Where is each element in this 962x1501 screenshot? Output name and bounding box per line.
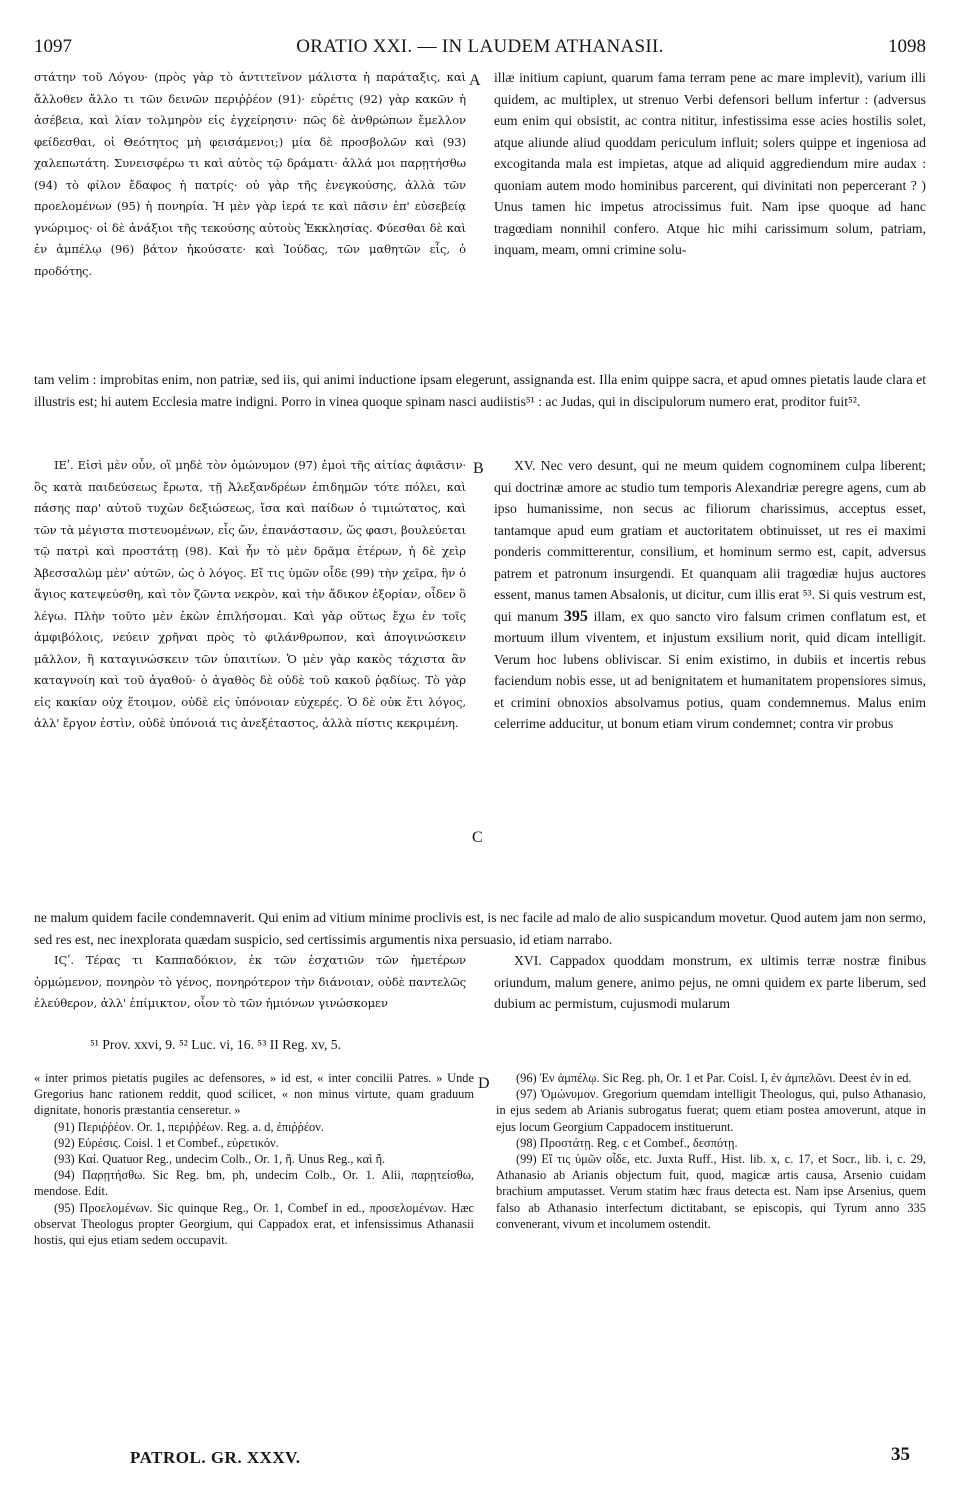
note-95: (95) Προελομένων. Sic quinque Reg., Or. 1, Combef in ed., προσελομένων. Hæc observat Theologus propter Georgium, qui Cappadox erat, et infensissimus Athanasii hostis, qui ejus etiam sedem occupavit.	[34, 1200, 474, 1248]
greek-text-block-1: στάτην τοῦ Λόγου· (πρὸς γὰρ τὸ ἀντιτεῖνον μάλιστα ἡ παράταξις, καὶ ἄλλοθεν ἄλλο τι τῶν δεινῶν περιῤῥέον (91)· εὑρέτις (92) γὰρ κακῶν ἡ ἀσέβεια, καὶ λίαν τολμηρὸν εἰς ἐγχείρησιν· πῶς δὲ ἀνθρώπων ἔμελλον φείδεσθαι, οἱ Θεότητος μὴ φεισάμενοι;) μία δὲ προσβολῶν καὶ (93) χαλεπωτάτη. Συνεισφέρω τι καὶ αὐτὸς τῷ δράματι· ἀλλά μοι παρῃτήσθω (94) τὸ φίλον ἔδαφος ἡ πατρίς· οὐ γὰρ τῆς ἐνεγκούσης, ἀλλὰ τῶν προελομένων (95) ἡ πονηρία. Ἡ μὲν γὰρ ἱερά τε καὶ πᾶσιν ἐπ' εὐσεβείᾳ γνώριμος· οἱ δὲ ἀνάξιοι τῆς τεκούσης αὐτοὺς Ἐκκλησίας. Φύεσθαι δὲ καὶ ἐν ἀμπέλῳ (96) βάτον ἠκούσατε· καὶ Ἰούδας, τῶν μαθητῶν εἷς, ὁ προδότης.	[34, 70, 466, 278]
note-93: (93) Καί. Quatuor Reg., undecim Colb., Or. 1, ἤ. Unus Reg., καὶ ἤ.	[54, 1152, 386, 1167]
scripture-references: ⁵¹ Prov. xxvi, 9. ⁵² Luc. vi, 16. ⁵³ II Reg. xv, 5.	[90, 1037, 342, 1052]
column-marker-c: C	[472, 829, 483, 846]
latin-full-width-2: ne malum quidem facile condemnaverit. Qui enim ad vitium minime proclivis est, is nec facile ad malo de alio suspicandum movetur. Quod autem jam non sermo, sed res est, nec inexplorata quædam suspicio, sed certissimis argumentis nixa persuasio, id etiam narrabo.	[34, 910, 926, 947]
latin-text-block-1: illæ initium capiunt, quarum fama terram pene ac mare implevit), varium illi quidem, ac multiplex, ut strenuo Verbi defensori bellum infertur : (adversus eum enim qui obsistit, ac contra nititur, infestissima esse acies hostilis solet, atque aliunde aliud quoddam periculum influit; solers quippe et ingeniosa ad excogitanda mala est impietas, atque ad aliquid aggrediendum mire audax : quoniam autem modo hominibus parcerent, qui divinitati non pepercerant ? ) Unus tamen hic impetus atrocissimus fuit. Nam ipse quoque ad hanc tragœdiam nonnihil confero. Atque hic mihi carissimum solum, patriam, inquam, meam, omni crimine solu-	[494, 70, 926, 257]
note-92: (92) Εὑρέσις. Coisl. 1 et Combef., εὑρετικόν.	[54, 1135, 279, 1150]
note-intro: « inter primos pietatis pugiles ac defensores, » id est, « inter concilii Patres. » Unde Gregorius hanc rationem reddit, quod scilicet, « non minus virtute, quam graduum dignitate, honoris præstantia censeretur. »	[34, 1071, 474, 1118]
column-number-left: 1097	[34, 36, 72, 57]
note-97: (97) Ὁμώνυμον. Gregorium quemdam intelligit Theologus, qui, pulso Athanasio, in ejus sedem ab Arianis subrogatus fuerat; quem etiam postea amoverunt, atque in ejus locum Georgium Cappadocem instituerunt.	[496, 1087, 926, 1134]
latin-text-2b: illam, ex quo sancto viro falsum crimen conflatum est, et mortuum illum viventem, et injustum exsilium norit, quid dicam intelligit. Verum hoc lubens obliviscar. Si enim existimo, in dubiis et incertis rebus faciendum nobis esse, ut ad benignitatem et humanitatem propensiores simus, et crimini obnoxios absolvamus potius, quam condemnemus. Malus enim celerrime adducitur, ut bonum etiam virum condemnet; contra vir probus	[494, 608, 927, 731]
notes-right-column	[496, 1070, 926, 1232]
running-title: ORATIO XXI. — IN LAUDEM ATHANASII.	[296, 36, 664, 57]
page-header	[34, 36, 926, 60]
greek-text-block-2: ΙΕʹ. Εἰσὶ μὲν οὖν, οἳ μηδὲ τὸν ὁμώνυμον (97) ἐμοὶ τῆς αἰτίας ἀφιᾶσιν· ὃς κατὰ παιδεύσεως ἔρωτα, τῇ Ἀλεξανδρέων ἐπιδημῶν τότε πόλει, καὶ πάσης παρ' αὐτοῦ τυχὼν δεξιώσεως, ἴσα καὶ παίδων ὁ τιμιώτατος, καὶ τῶν τὰ μέγιστα πιστευομένων, εἷς ὤν, ἐπανάστασιν, ὥς φασι, βουλεύεται τῷ πατρὶ καὶ προστάτῃ (98). Καὶ ἦν τὸ μὲν δρᾶμα ἑτέρων, ἡ δὲ χεὶρ Ἀβεσσαλὼμ μὲν' αὐτῶν, ὡς ὁ λόγος. Εἴ τις ὑμῶν οἶδε (99) τὴν χεῖρα, ἣν ὁ ἅγιος κατεψεύσθη, καὶ τὸν ζῶντα νεκρὸν, καὶ τὴν ἄδικον ἐξορίαν, οἶδεν ὃ λέγω. Πλὴν τοῦτο μὲν ἑκὼν ἐπιλήσομαι. Καὶ γὰρ οὕτως ἔχω ἐν τοῖς ἀμφιβόλοις, νεύειν χρῆναι πρὸς τὸ φιλάνθρωπον, καὶ ἀπογινώσκειν μᾶλλον, ἢ καταγινώσκειν τῶν ὑπαιτίων. Ὁ μὲν γὰρ κακὸς τάχιστα ἂν καταγνοίη καὶ τοῦ ἀγαθοῦ· ὁ ἀγαθὸς δὲ οὐδὲ τοῦ κακοῦ ῥᾳδίως. Τὸ γὰρ εἰς κακίαν οὐχ ἕτοιμον, οὐδὲ εἰς ὑπόνοιαν εὐχερές. Ὁ δὲ οὐκ ἔτι λόγος, ἀλλ' ἔργον ἐστὶν, οὐδὲ ὑπόνοιά τις ἀνεξέταστος, ἀλλὰ πίστις κεκριμένη.	[34, 458, 467, 730]
latin-text-2a: XV. Nec vero desunt, qui ne meum quidem cognominem culpa liberent; qui doctrinæ amore ac studio tum temporis Alexandriæ peregre agens, cum ab ipso humanissime, non secus ac filiorum charissimus, acceptus esset, tantamque apud eum gratiam et auctoritatem obtinuisset, ut res ei maximi ponderis committerentur, consilium, et hominum sermo est, capit, adversus patrem et patronum insurgendi. Et quanquam alii tragœdiæ hujus auctores essent, manus tamen Absalonis, ut dicitur, cum illis erat ⁵³. Si quis vestrum est, qui manum	[494, 458, 926, 624]
note-94: (94) Παρῃτήσθω. Sic Reg. bm, ph, undecim Colb., Or. 1. Alii, παρῃτείσθω, mendose. Edit.	[34, 1168, 474, 1199]
column-marker-b: B	[473, 460, 484, 477]
column-marker-d: D	[478, 1075, 490, 1092]
footer-signature-number: 35	[891, 1444, 910, 1465]
note-96: (96) Ἐν ἀμπέλῳ. Sic Reg. ph, Or. 1 et Par. Coisl. I, ἐν ἀμπελῶνι. Deest ἐν in ed.	[516, 1071, 912, 1085]
column-number-right: 1098	[888, 36, 926, 57]
column-marker-a: A	[469, 72, 481, 89]
notes-left-column	[34, 1070, 474, 1248]
footer-series-title: PATROL. GR. XXXV.	[130, 1448, 301, 1467]
note-98: (98) Προστάτῃ. Reg. c et Combef., δεσπότῃ.	[516, 1135, 738, 1150]
latin-full-width-1: tam velim : improbitas enim, non patriæ, sed iis, qui animi inductione ipsam elegerunt, assignanda est. Illa enim quippe sacra, et apud omnes pietatis laude clara et illustris est; hi autem Ecclesia matre indigni. Porro in vinea quoque spinam nasci audiistis⁵¹ : ac Judas, qui in discipulorum numero erat, proditor fuit⁵².	[34, 372, 926, 409]
note-91: (91) Περιῤῥέον. Or. 1, περιῤῥέων. Reg. a. d, ἐπιῤῥέον.	[54, 1119, 324, 1134]
note-99: (99) Εἴ τις ὑμῶν οἶδε, etc. Juxta Ruff., Hist. lib. x, c. 17, et Socr., lib. i, c. 29, Athanasio ab Arianis objectum fuit, quod, magicæ artis causa, Arsenio cuidam brachium amputasset. Verum statim hæc fraus detecta est. Nam ipse Arsenius, quem falso ab Athanasio interfectum dictitabant, se episcopis, qui Tyrum anno 335 convenerant, vivum et incolumem ostendit.	[496, 1152, 926, 1231]
greek-text-block-3: ΙϚʹ. Τέρας τι Καππαδόκιον, ἐκ τῶν ἐσχατιῶν τῶν ἡμετέρων ὁρμώμενον, πονηρὸν τὸ γένος, πονηρότερον τὴν διάνοιαν, οὐδὲ παντελῶς ἐλεύθερον, ἀλλ' ἐπίμικτον, οἷον τὸ τῶν ἡμιόνων γινώσκομεν	[34, 953, 466, 1010]
latin-text-block-2	[494, 455, 926, 735]
latin-text-block-3: XVI. Cappadox quoddam monstrum, ex ultimis terræ nostræ finibus oriundum, malum genere, animo pejus, ne omni quidem ex parte liberum, sed dubium ac permistum, cujusmodi mularum	[494, 953, 926, 1011]
column-number-395: 395	[563, 607, 588, 625]
